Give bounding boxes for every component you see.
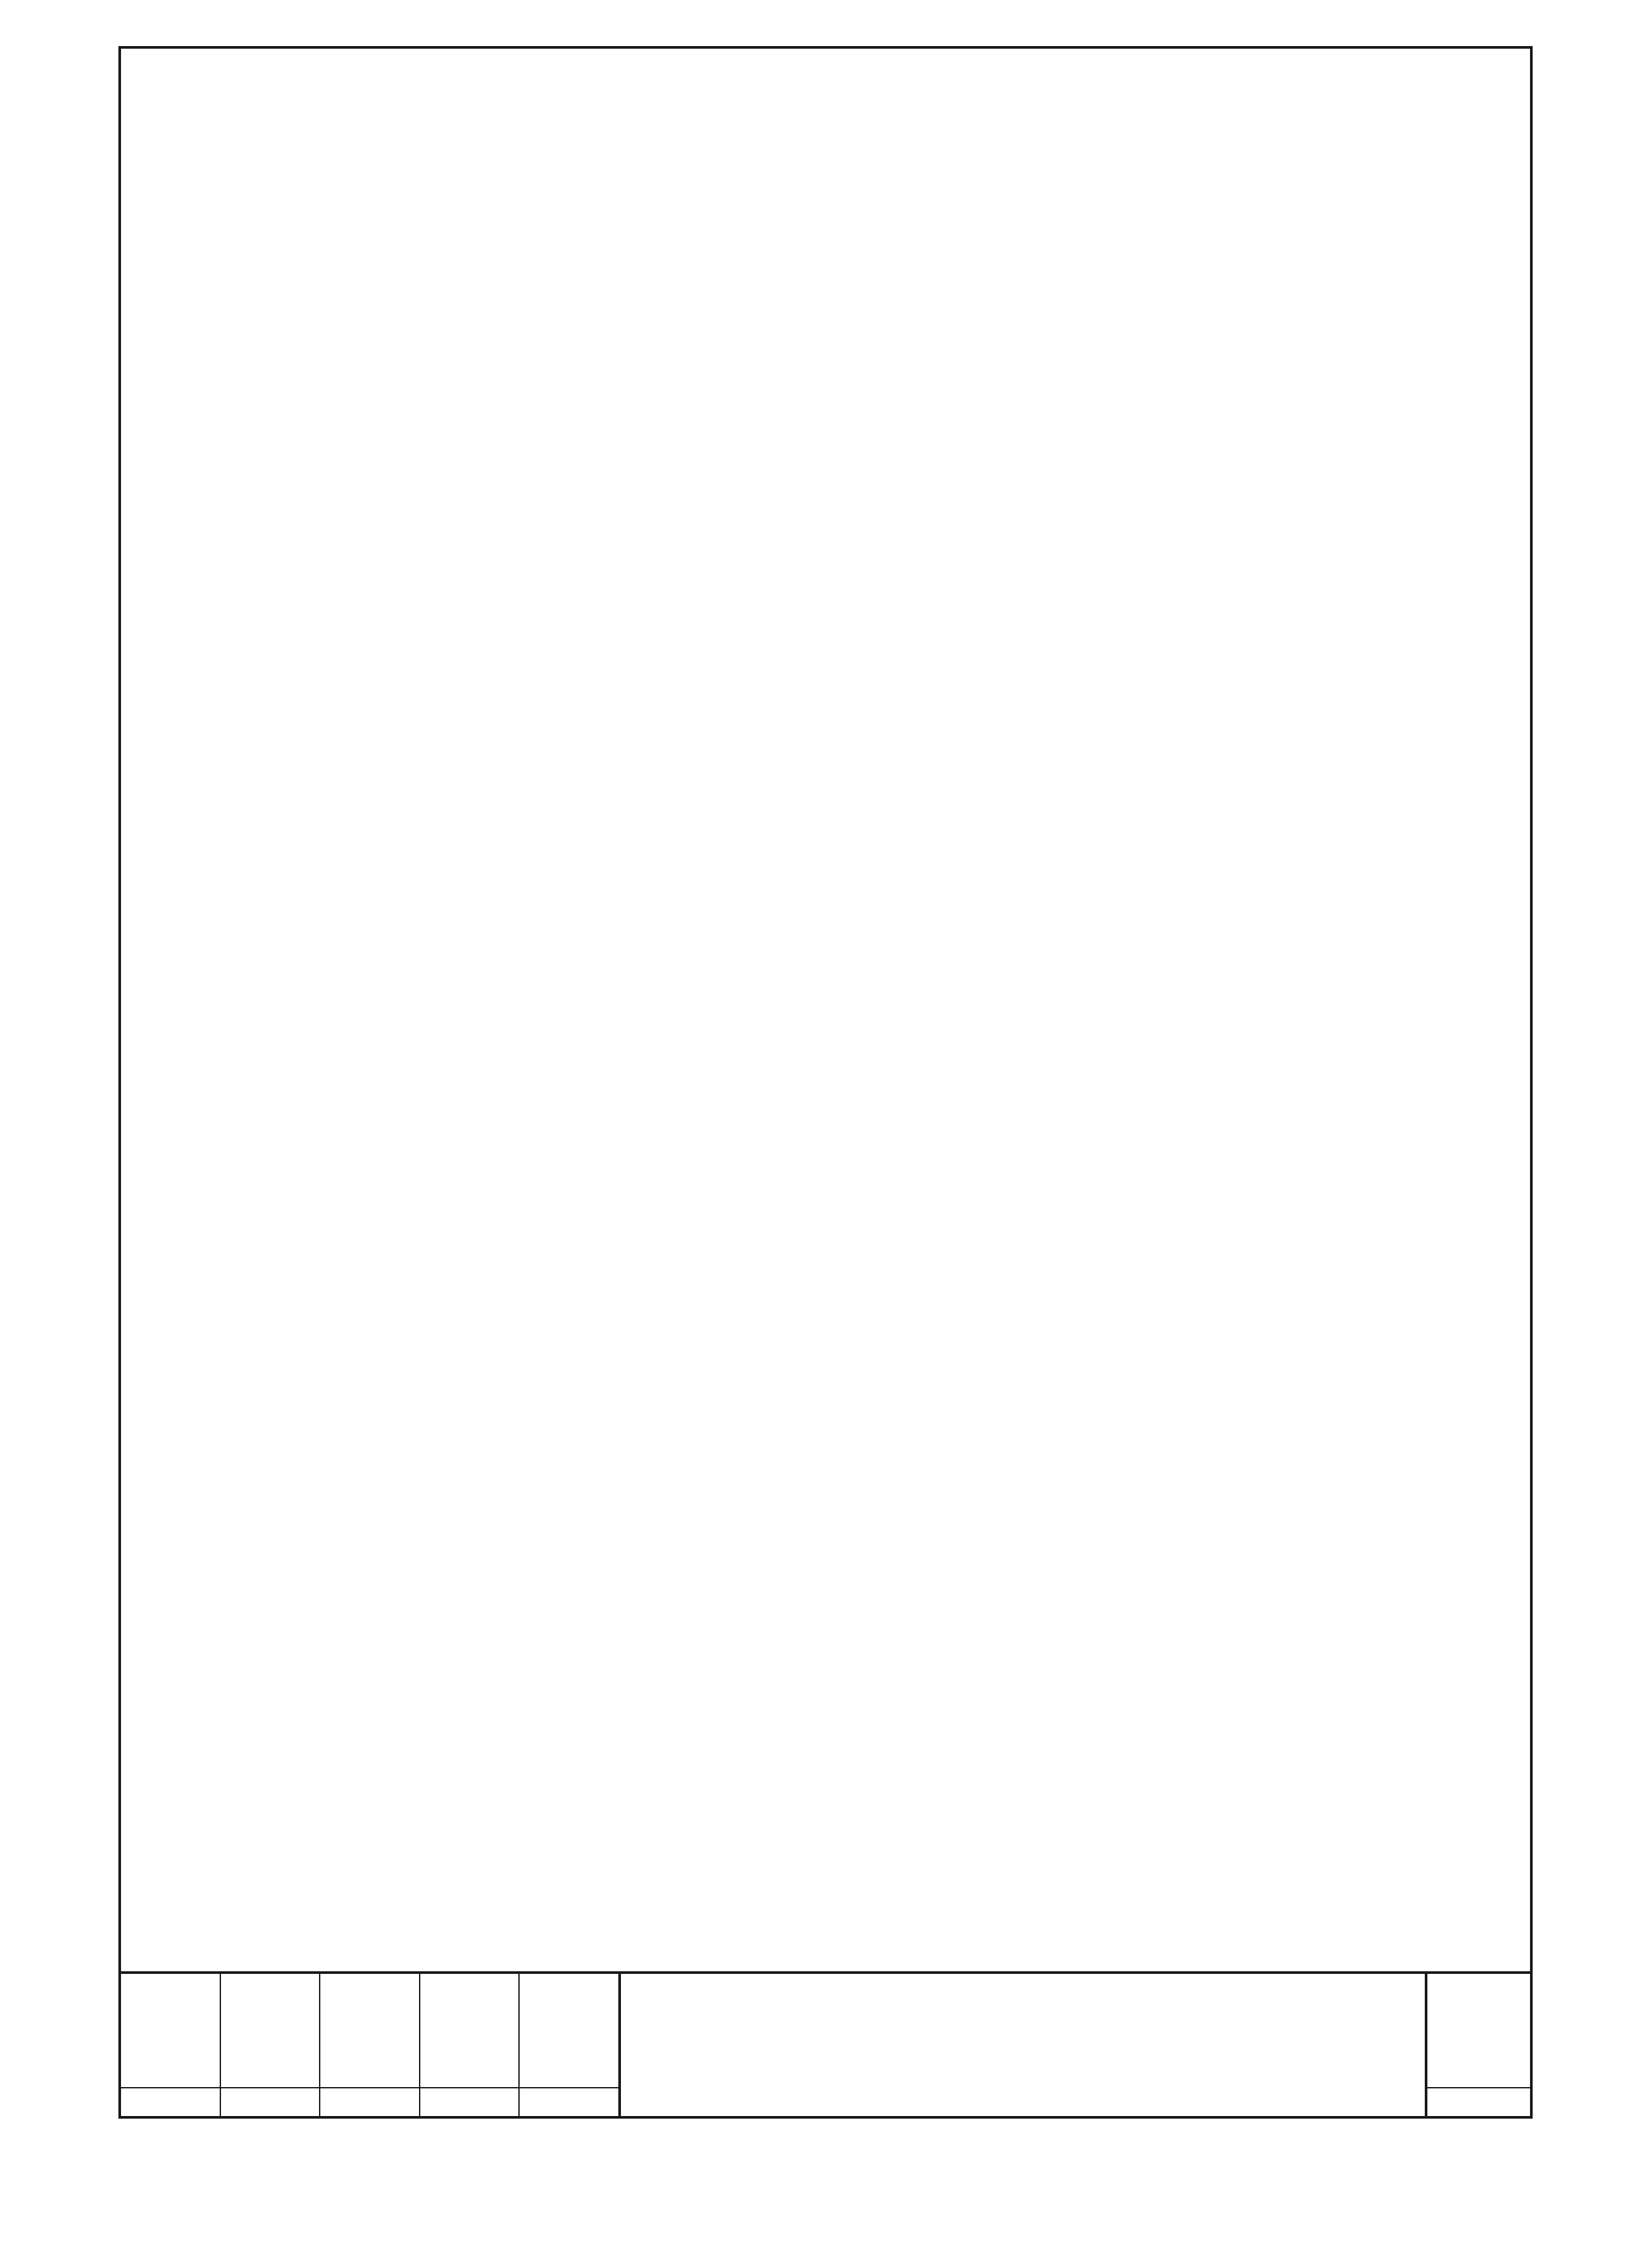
title-block-column-label — [320, 2087, 419, 2116]
title-block-column — [121, 1974, 221, 2116]
title-block-column-label — [221, 2087, 320, 2116]
title-block-column — [520, 1974, 618, 2116]
handwritten-note — [641, 1987, 1405, 2029]
title-block — [121, 1971, 1530, 2116]
title-block-column-label — [420, 2087, 519, 2116]
title-block-columns — [121, 1974, 621, 2116]
title-block-main — [621, 1974, 1425, 2116]
sheet-label — [1427, 2087, 1530, 2116]
document-body — [187, 101, 1464, 1945]
sheet-number-box — [1425, 1974, 1530, 2116]
document-code — [641, 2036, 1405, 2078]
title-block-column — [320, 1974, 420, 2116]
title-block-column-label — [520, 2087, 618, 2116]
title-block-column-label — [121, 2087, 220, 2116]
sheet-number — [1427, 1974, 1530, 2087]
title-block-column — [221, 1974, 321, 2116]
document-sheet — [118, 46, 1533, 2119]
title-block-column — [420, 1974, 520, 2116]
